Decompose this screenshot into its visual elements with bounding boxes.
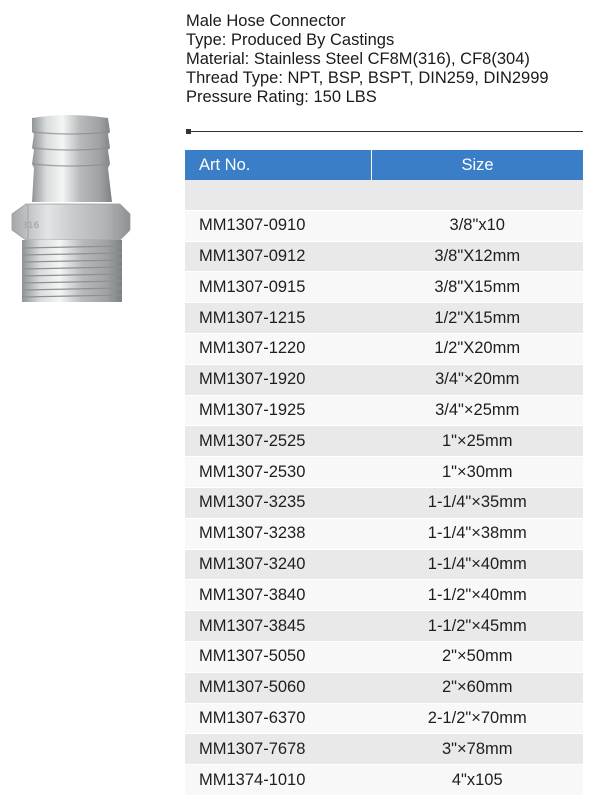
art-no-cell: MM1307-3240: [185, 549, 372, 580]
table-row: [185, 426, 583, 457]
size-cell: 1-1/2"×40mm: [372, 580, 584, 611]
table-row: [185, 303, 583, 334]
size-cell: 3/8"X12mm: [372, 241, 584, 272]
art-no-cell: MM1307-1215: [185, 303, 372, 334]
size-table: [185, 150, 583, 796]
art-no-cell: MM1307-5060: [185, 672, 372, 703]
size-cell: 1-1/4"×40mm: [372, 549, 584, 580]
size-cell: 2"×50mm: [372, 641, 584, 672]
spec-material: Material: Stainless Steel CF8M(316), CF8(304): [186, 50, 530, 68]
art-no-cell: MM1307-2530: [185, 457, 372, 488]
art-no-cell: MM1374-1010: [185, 765, 372, 796]
art-no-cell: MM1307-3845: [185, 611, 372, 642]
table-row: [185, 611, 583, 642]
product-image: [8, 112, 138, 307]
art-no-cell: MM1307-0915: [185, 272, 372, 303]
table-header-row: [185, 150, 583, 180]
art-no-cell: MM1307-2525: [185, 426, 372, 457]
art-no-cell: MM1307-0912: [185, 241, 372, 272]
table-row: [185, 549, 583, 580]
table-row: [185, 333, 583, 364]
art-no-cell: MM1307-1220: [185, 333, 372, 364]
size-cell: 3/4"×25mm: [372, 395, 584, 426]
svg-text:316: 316: [22, 221, 40, 231]
spec-pressure-rating: Pressure Rating: 150 LBS: [186, 88, 377, 106]
size-cell: 3/8"x10: [372, 210, 584, 241]
art-no-cell: MM1307-1925: [185, 395, 372, 426]
product-specs: [186, 12, 549, 107]
art-no-cell: [185, 180, 372, 210]
table-row: [185, 210, 583, 241]
table-row: [185, 241, 583, 272]
size-cell: 3/4"×20mm: [372, 364, 584, 395]
table-row: [185, 734, 583, 765]
art-no-cell: MM1307-6370: [185, 703, 372, 734]
size-cell: [372, 180, 584, 210]
table-row: [185, 395, 583, 426]
table-row: [185, 672, 583, 703]
table-row: [185, 364, 583, 395]
size-cell: 1/2"X15mm: [372, 303, 584, 334]
art-no-cell: MM1307-3235: [185, 487, 372, 518]
art-no-cell: MM1307-1920: [185, 364, 372, 395]
art-no-cell: MM1307-0910: [185, 210, 372, 241]
size-cell: 1-1/4"×38mm: [372, 518, 584, 549]
column-header-size: Size: [372, 150, 584, 180]
size-cell: 1"×25mm: [372, 426, 584, 457]
table-row: [185, 180, 583, 210]
size-cell: 2-1/2"×70mm: [372, 703, 584, 734]
table-row: [185, 703, 583, 734]
spec-type: Type: Produced By Castings: [186, 31, 395, 49]
product-name: Male Hose Connector: [186, 12, 346, 30]
table-row: [185, 272, 583, 303]
table-row: [185, 580, 583, 611]
spec-thread-type: Thread Type: NPT, BSP, BSPT, DIN259, DIN2999: [186, 69, 549, 87]
size-cell: 1-1/4"×35mm: [372, 487, 584, 518]
size-cell: 1-1/2"×45mm: [372, 611, 584, 642]
hose-connector-illustration: [8, 112, 138, 307]
art-no-cell: MM1307-3238: [185, 518, 372, 549]
divider: [186, 131, 583, 132]
table-body: [185, 180, 583, 795]
size-cell: 3"×78mm: [372, 734, 584, 765]
art-no-cell: MM1307-5050: [185, 641, 372, 672]
table-row: [185, 641, 583, 672]
table-row: [185, 518, 583, 549]
table-row: [185, 457, 583, 488]
size-cell: 1"×30mm: [372, 457, 584, 488]
size-cell: 4"x105: [372, 765, 584, 796]
column-header-art-no: Art No.: [185, 150, 372, 180]
art-no-cell: MM1307-3840: [185, 580, 372, 611]
table-row: [185, 487, 583, 518]
art-no-cell: MM1307-7678: [185, 734, 372, 765]
size-cell: 3/8"X15mm: [372, 272, 584, 303]
table-row: [185, 765, 583, 796]
size-cell: 1/2"X20mm: [372, 333, 584, 364]
size-cell: 2"×60mm: [372, 672, 584, 703]
